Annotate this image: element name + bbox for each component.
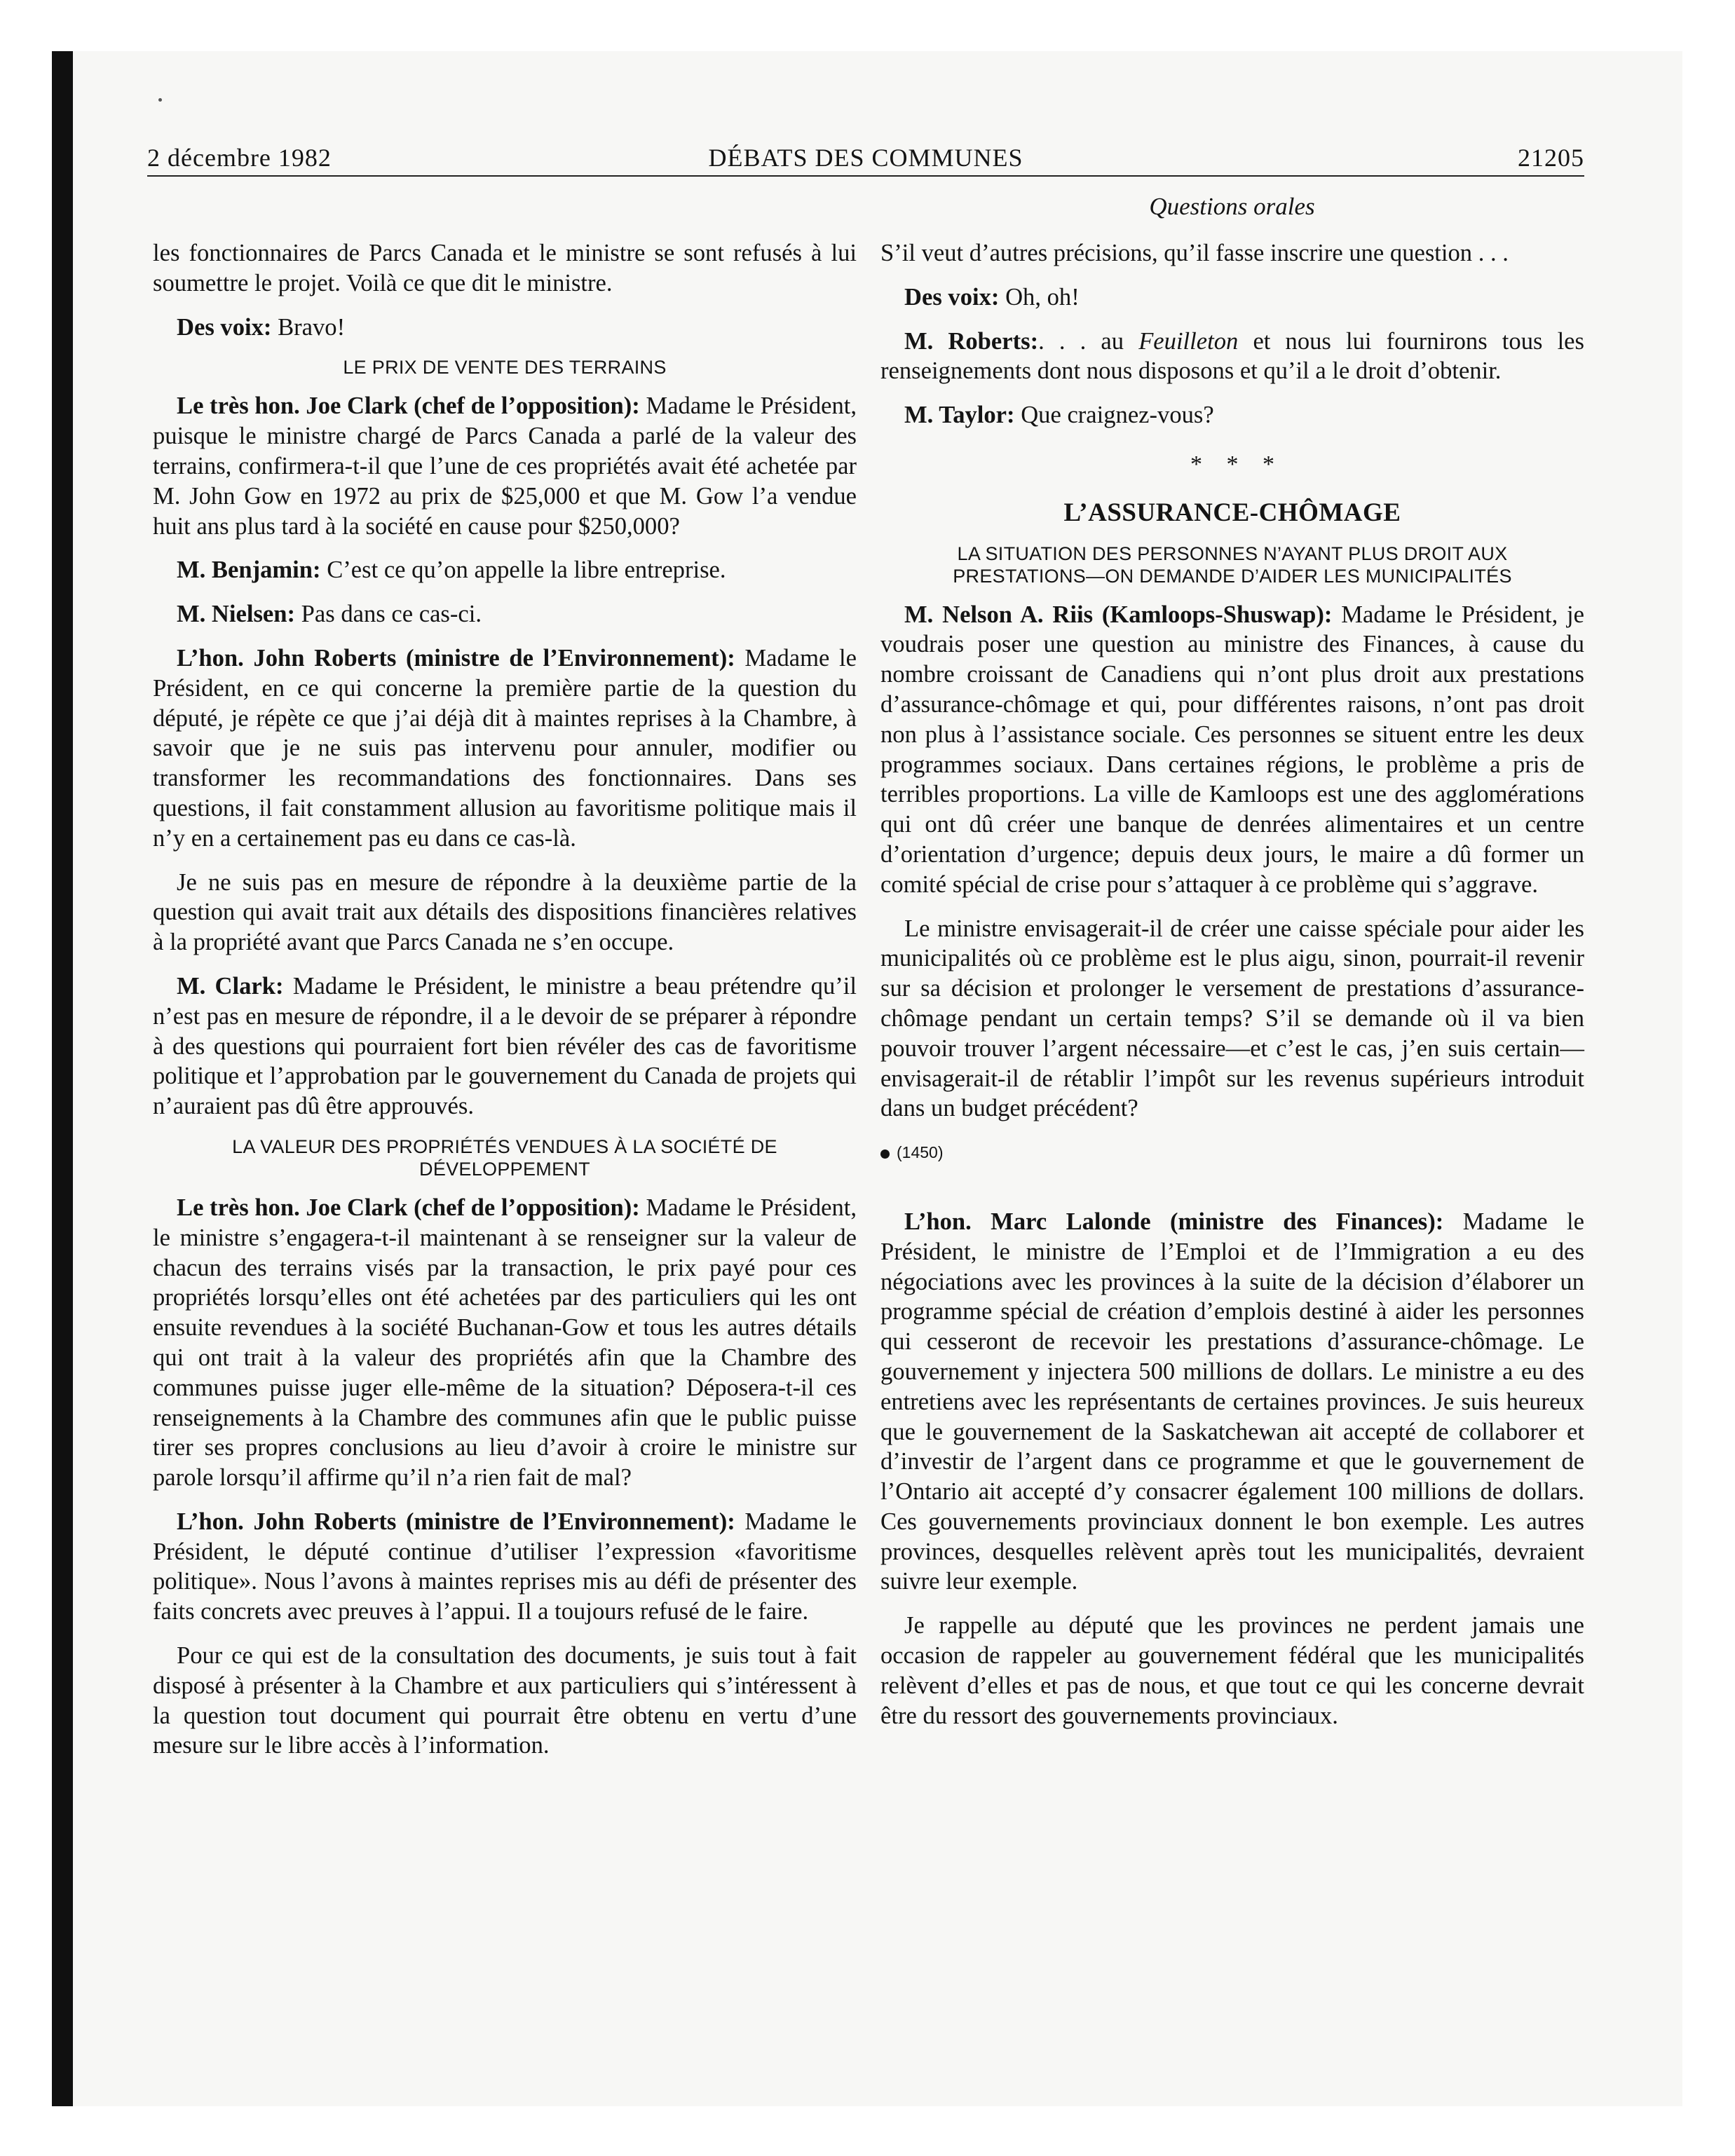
speech [880, 600, 1584, 900]
speech [880, 282, 1584, 313]
speech [880, 1207, 1584, 1597]
speaker-name: M. Taylor: [904, 402, 1015, 429]
speech-text: Bravo! [278, 313, 346, 341]
speaker-name: Des voix: [904, 283, 1000, 311]
header-date: 2 décembre 1982 [147, 144, 332, 172]
speaker-name: L’hon. John Roberts (ministre de l’Environnement): [177, 644, 735, 671]
speech [153, 1507, 857, 1627]
section-heading: L’ASSURANCE-CHÔMAGE [1063, 498, 1401, 527]
speech-text: Madame le Président, en ce qui concerne la première partie de la question du député, je répète ce que j’ai déjà dit à maintes reprises à la Chambre, à savoir que je ne suis pas intervenu pour annuler, modifier ou transformer les recommandations des fonctionnaires. Dans ses questions, il fait constamment allusion au favoritisme politique mais il n’y en a certainement pas eu dans ce cas-là. [153, 644, 857, 852]
speech [153, 555, 857, 585]
speech-text: Madame le Président, le ministre s’engagera-t-il maintenant à se renseigner sur la valeur de chacun des terrains visés par la transaction, le prix payé pour ces propriétés lorsqu’elles ont été achetées par des particuliers qui les ont ensuite revendues à la société Buchanan-Gow et tous les autres détails qui ont trait à la valeur des propriétés afin que la Chambre des communes puisse juger elle-même de la situation? Déposera-t-il ces renseignements à la Chambre des communes afin que le public puisse tirer ses propres conclusions au lieu d’avoir à croire le ministre sur parole lorsqu’il affirme qu’il n’a rien fait de mal? [153, 1194, 857, 1492]
speaker-name: L’hon. Marc Lalonde (ministre des Finances): [904, 1208, 1444, 1235]
page-header [147, 140, 1584, 177]
publication-title: DÉBATS DES COMMUNES [708, 144, 1023, 172]
right-column [880, 238, 1584, 1745]
speech-text: Madame le Président, je voudrais poser une question au ministre des Finances, à cause du nombre croissant de Canadiens qui n’ont plus droit aux prestations d’assurance-chômage et qui, pour différentes raisons, n’ont pas droit non plus à l’assistance sociale. Ces personnes se situent entre les deux programmes sociaux. Dans certaines régions, le problème a pris de terribles proportions. La ville de Kamloops est une des agglomérations qui ont dû créer une banque de denrées alimentaires et un centre d’orientation d’urgence; depuis deux jours, le maire a dû former un comité spécial de crise pour s’attaquer à ce problème qui s’aggrave. [880, 601, 1584, 898]
speaker-name: L’hon. John Roberts (ministre de l’Environnement): [177, 1508, 735, 1535]
bullet-dot-icon [880, 1149, 890, 1159]
speech-text: Madame le Président, le ministre a beau prétendre qu’il n’est pas en mesure de répondre, il a le devoir de se préparer à répondre à des questions qui pourraient fort bien révéler des cas de favoritisme politique et l’approbation par le gouvernement du Canada de projets qui n’auraient pas dû être approuvés. [153, 972, 857, 1120]
speaker-name: M. Nielsen: [177, 601, 296, 628]
paragraph: Je rappelle au député que les provinces ne perdent jamais une occasion de rappeler au gouvernement fédéral que les municipalités relèvent d’elles et pas de nous, et que tout ce qui les concerne devrait être du ressort des gouvernements provinciaux. [880, 1612, 1584, 1729]
paragraph: Je ne suis pas en mesure de répondre à la deuxième partie de la question qui avait trait aux détails des dispositions financières relatives à la propriété avant que Parcs Canada ne s’en occupe. [153, 868, 857, 956]
speech-text: C’est ce qu’on appelle la libre entreprise. [327, 557, 726, 584]
section-subheading: LA VALEUR DES PROPRIÉTÉS VENDUES À LA SOCIÉTÉ DE DÉVELOPPEMENT [232, 1135, 777, 1180]
speech-text: Madame le Président, le député continue d’utiliser l’expression «favoritisme politique». Nous l’avons à maintes reprises mis au défi de présenter des faits concrets avec preuves à l’appui. Il a toujours refusé de le faire. [153, 1508, 857, 1625]
speech [153, 1193, 857, 1493]
scan-speck [158, 98, 162, 102]
speaker-name: M. Clark: [177, 972, 284, 999]
paragraph: S’il veut d’autres précisions, qu’il fasse inscrire une question . . . [880, 240, 1509, 266]
speaker-name: Des voix: [177, 313, 272, 341]
speaker-name: M. Benjamin: [177, 557, 321, 584]
left-column [153, 238, 857, 1775]
speech [153, 391, 857, 541]
speech-text: Madame le Président, puisque le ministre chargé de Parcs Canada a parlé de la valeur des terrains, confirmera-t-il que l’une de ces propriétés avait été achetée par M. John Gow en 1972 au prix de $25,000 et que M. Gow l’a vendue huit ans plus tard à la société en cause pour $250,000? [153, 393, 857, 540]
speech [880, 327, 1584, 387]
section-subheading: LA SITUATION DES PERSONNES N’AYANT PLUS DROIT AUX PRESTATIONS—ON DEMANDE D’AIDER LES MUNICIPALITÉS [953, 543, 1512, 587]
section-subheading: LE PRIX DE VENTE DES TERRAINS [343, 357, 667, 378]
speech-text: Madame le Président, le ministre de l’Emploi et de l’Immigration a eu des négociations avec les provinces à la suite de la décision d’élaborer un programme spécial de création d’emplois destiné à aider les personnes qui cesseront de recevoir les prestations d’assurance-chômage. Le gouvernement y injectera 500 millions de dollars. Le ministre a eu des entretiens avec les représentants de certaines provinces. Je suis heureux que le gouvernement de la Saskatchewan ait accepté de collaborer et d’investir de l’argent dans ce programme et que le gouvernement de l’Ontario ait accepté d’y consacrer également 100 millions de dollars. Ces gouvernements provinciaux donnent le bon exemple. Les autres provinces, desquelles relèvent après tout les municipalités, devraient suivre leur exemple. [880, 1208, 1584, 1595]
speech-text: . . . au [1038, 327, 1139, 355]
paragraph: Le ministre envisagerait-il de créer une caisse spéciale pour aider les municipalités où ce problème est le plus aigu, sinon, pourrait-il revenir sur sa décision et prolonger le versement de prestations d’assurance-chômage pendant un certain temps? S’il se demande où il va bien pouvoir trouver l’argent nécessaire—et c’est le cas, j’en suis certain—envisagerait-il de rétablir l’impôt sur les revenus supérieurs introduit dans un budget précédent? [880, 915, 1584, 1122]
time-marker [880, 1138, 1584, 1168]
italic-term: Feuilleton [1138, 327, 1239, 355]
speech-text: Que craignez-vous? [1021, 402, 1214, 429]
running-head: Questions orales [1149, 193, 1315, 220]
scan-edge-shadow [52, 51, 73, 2106]
speech [880, 400, 1584, 430]
speech [153, 599, 857, 629]
page-number: 21205 [1518, 144, 1584, 172]
paragraph: Pour ce qui est de la consultation des documents, je suis tout à fait disposé à présenter à la Chambre et aux particuliers qui s’intéressent à la question tout document qui pourrait être obtenu en vertu d’une mesure sur le libre accès à l’information. [153, 1642, 857, 1759]
section-separator: * * * [1190, 451, 1274, 477]
time-marker-text: (1450) [897, 1143, 944, 1162]
speech-text: Pas dans ce cas-ci. [301, 601, 482, 628]
speech [153, 313, 857, 343]
speaker-name: Le très hon. Joe Clark (chef de l’opposition): [177, 393, 640, 420]
speech [153, 643, 857, 854]
speaker-name: M. Roberts: [904, 327, 1039, 355]
speaker-name: Le très hon. Joe Clark (chef de l’opposition): [177, 1194, 640, 1221]
speech-text: et nous lui fournirons tous les renseignements dont nous disposons et qu’il a le droit d’obtenir. [880, 327, 1584, 385]
speaker-name: M. Nelson A. Riis (Kamloops-Shuswap): [904, 601, 1333, 628]
speech [153, 971, 857, 1121]
paragraph: les fonctionnaires de Parcs Canada et le ministre se sont refusés à lui soumettre le projet. Voilà ce que dit le ministre. [153, 240, 857, 296]
speech-text: Oh, oh! [1005, 283, 1080, 311]
